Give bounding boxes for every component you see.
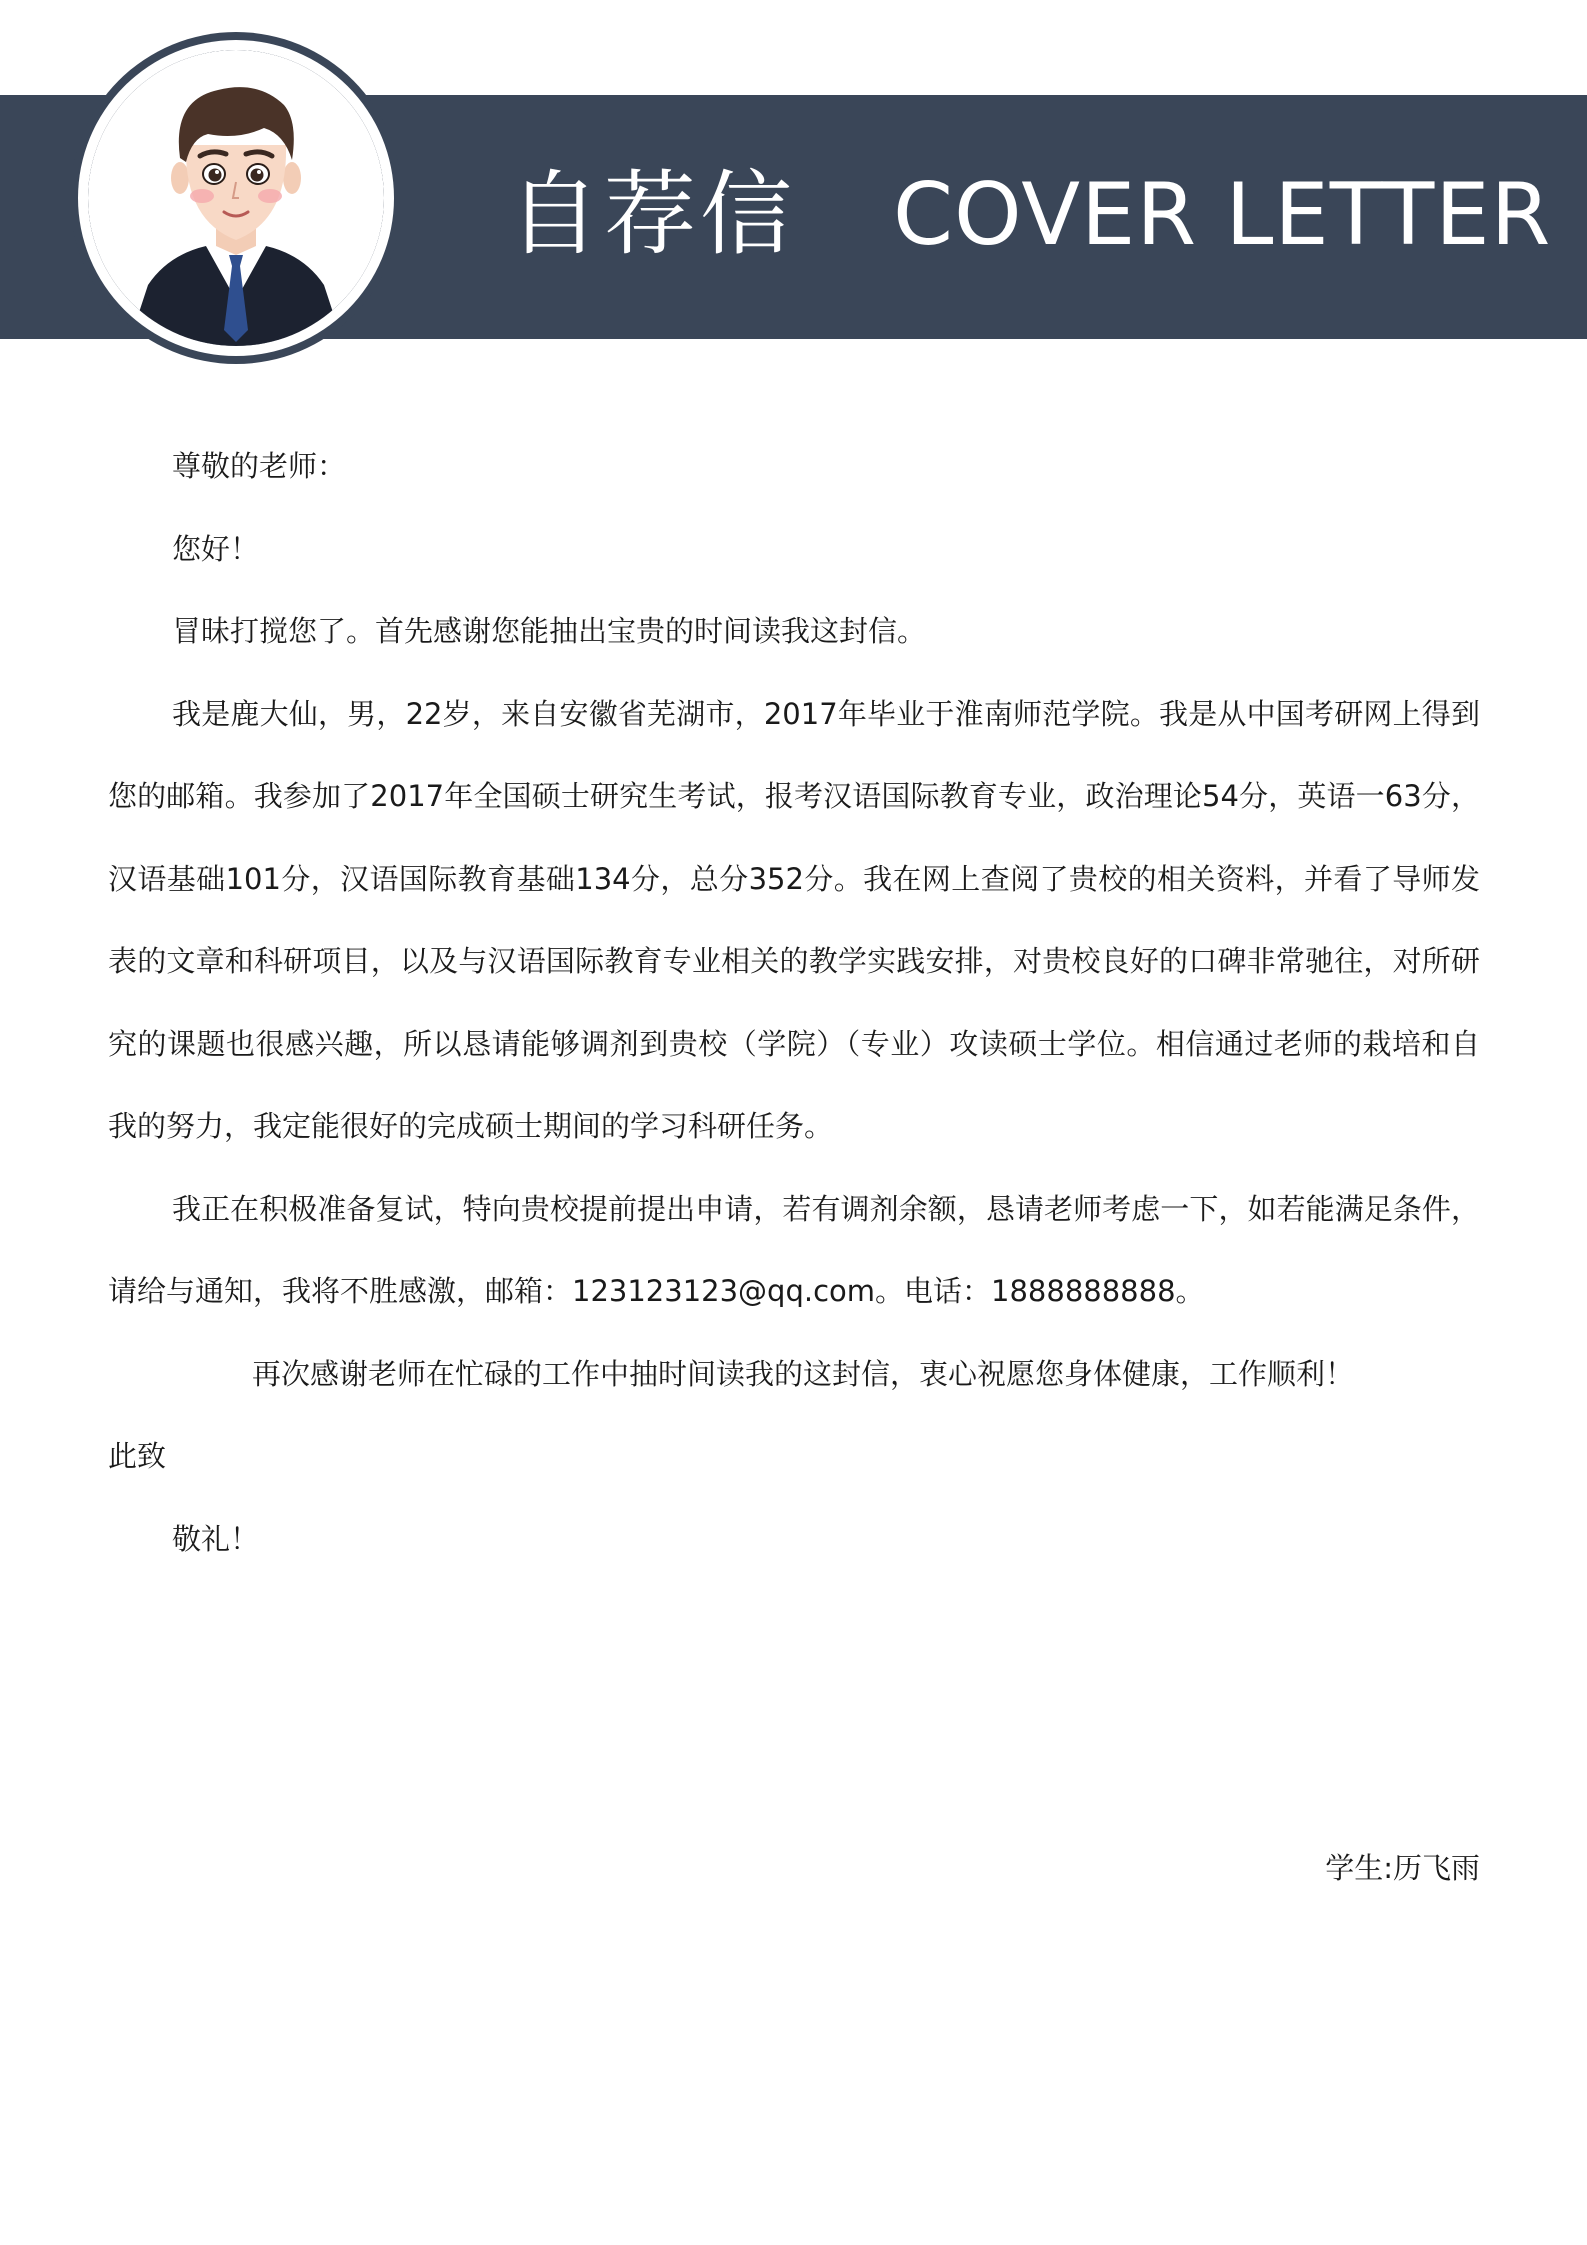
salutation: 尊敬的老师： — [172, 449, 347, 483]
title-chinese: 自荐信 — [508, 161, 797, 268]
cartoon-man-in-suit-avatar-icon — [88, 50, 384, 346]
paragraph-request: 我正在积极准备复试，特向贵校提前提出申请，若有调剂余额，恳请老师考虑一下，如若能满足条件，请给与通知，我将不胜感激，邮箱：123123123@qq.com。电话：1888888888。 — [108, 1191, 1480, 1308]
closing-cizhi: 此致 — [108, 1439, 167, 1473]
greeting: 您好！ — [172, 531, 260, 566]
opening-line: 冒昧打搅您了。首先感谢您能抽出宝贵的时间读我这封信。 — [172, 614, 927, 648]
signature: 学生:历飞雨 — [1325, 1851, 1480, 1885]
avatar-frame — [70, 32, 402, 364]
title-english: COVER LETTER — [893, 165, 1552, 265]
letter-body — [108, 425, 1480, 1910]
paragraph-introduction: 我是鹿大仙，男，22岁，来自安徽省芜湖市，2017年毕业于淮南师范学院。我是从中国考研网上得到您的邮箱。我参加了2017年全国硕士研究生考试，报考汉语国际教育专业，政治理论54分，英语一63分，汉语基础101分，汉语国际教育基础134分，总分352分。我在网上查阅了贵校的相关资料，并看了导师发表的文章和科研项目，以及与汉语国际教育专业相关的教学实践安排，对贵校良好的口碑非常驰往，对所研究的课题也很感兴趣，所以恳请能够调剂到贵校（学院）（专业）攻读硕士学位。相信通过老师的栽培和自我的努力，我定能很好的完成硕士期间的学习科研任务。 — [108, 696, 1480, 1143]
thanks-line: 再次感谢老师在忙碌的工作中抽时间读我的这封信，衷心祝愿您身体健康，工作顺利！ — [252, 1356, 1355, 1391]
closing-jingli: 敬礼！ — [172, 1521, 260, 1556]
